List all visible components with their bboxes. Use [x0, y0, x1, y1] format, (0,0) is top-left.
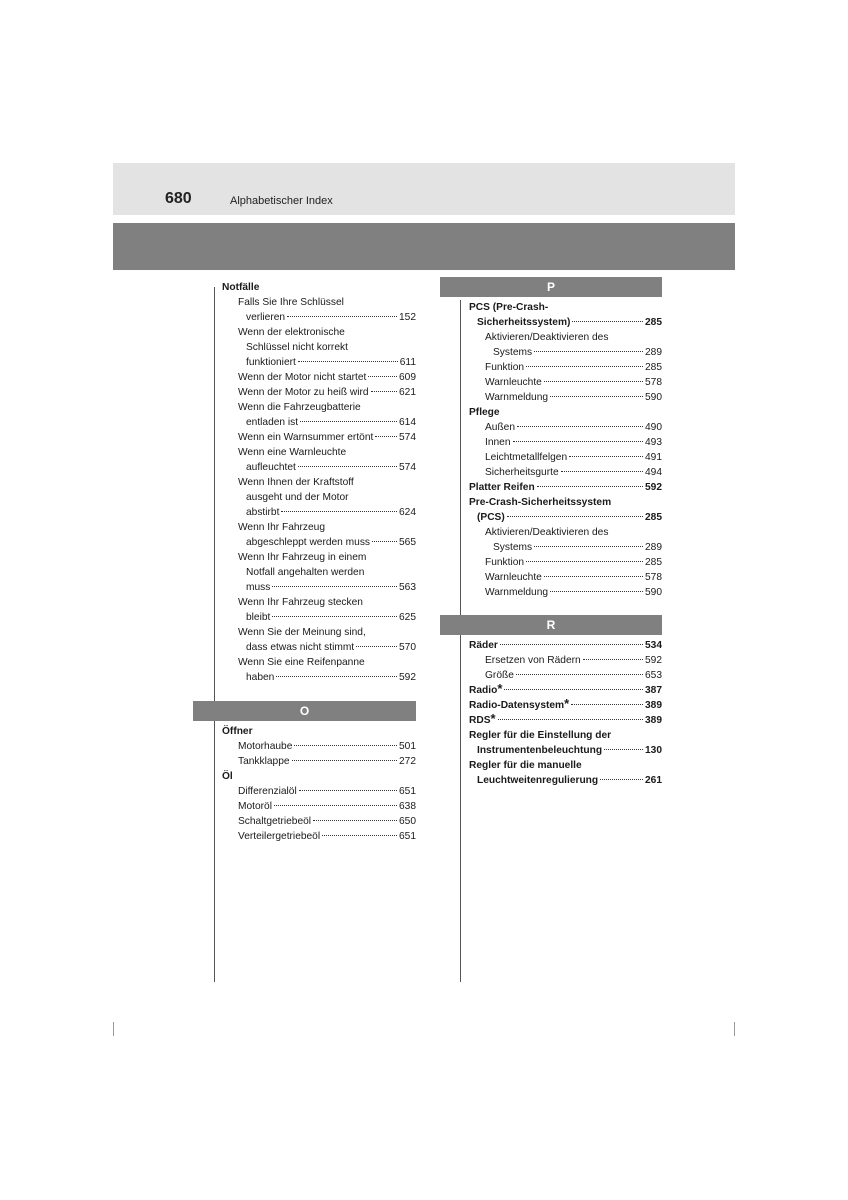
dot-leader	[281, 511, 397, 512]
page-ref: 389	[645, 700, 662, 711]
index-entry[interactable]: Funktion 285	[485, 362, 662, 373]
letter-header-p: P	[440, 277, 662, 297]
index-entry[interactable]: Funktion 285	[485, 557, 662, 568]
page-ref: 625	[399, 612, 416, 623]
index-entry[interactable]: entladen ist 614	[246, 417, 416, 428]
left-column-rule	[214, 287, 215, 982]
dot-leader	[368, 376, 397, 377]
dot-leader	[583, 659, 643, 660]
index-heading-regler-instrument: Regler für die Einstellung der	[469, 730, 612, 741]
dot-leader	[298, 466, 397, 467]
dot-leader	[313, 820, 397, 821]
index-entry-line: Wenn Ihr Fahrzeug stecken	[238, 597, 363, 608]
index-entry[interactable]: Außen 490	[485, 422, 662, 433]
left-index-column	[222, 280, 416, 685]
index-entry[interactable]: Warnmeldung 590	[485, 392, 662, 403]
index-heading-pre-crash: Pre-Crash-Sicherheitssystem	[469, 497, 612, 508]
dot-leader	[300, 421, 397, 422]
index-entry[interactable]: (PCS) 285	[477, 512, 662, 523]
index-entry[interactable]: Wenn der Motor zu heiß wird 621	[238, 387, 416, 398]
dot-leader	[544, 381, 643, 382]
page-ref: 152	[399, 312, 416, 323]
page-ref: 592	[645, 482, 662, 493]
right-column-rule	[460, 300, 461, 982]
dot-leader	[569, 456, 643, 457]
page-ref: 501	[399, 741, 416, 752]
page-ref: 624	[399, 507, 416, 518]
dot-leader	[272, 616, 397, 617]
index-entry-line: Schlüssel nicht korrekt	[246, 342, 348, 353]
index-entry[interactable]: muss 563	[246, 582, 416, 593]
notfaelle-list	[222, 295, 416, 685]
dot-leader	[322, 835, 397, 836]
page-ref: 272	[399, 756, 416, 767]
dot-leader	[513, 441, 644, 442]
index-entry[interactable]: RDS * 389	[469, 711, 662, 726]
index-heading-pcs: PCS (Pre-Crash-	[469, 302, 549, 313]
page-ref: 614	[399, 417, 416, 428]
page-ref: 638	[399, 801, 416, 812]
page-ref: 574	[399, 432, 416, 443]
dot-leader	[375, 436, 397, 437]
index-heading-notfaelle: Notfälle	[222, 282, 260, 293]
page-ref: 592	[399, 672, 416, 683]
dot-leader	[498, 719, 643, 720]
index-entry[interactable]: Systems 289	[493, 542, 662, 553]
dot-leader	[600, 779, 643, 780]
crop-mark-bottom-right	[734, 1022, 735, 1036]
letter-header-o: O	[193, 701, 416, 721]
index-entry-line: Wenn Sie eine Reifenpanne	[238, 657, 365, 668]
index-entry[interactable]: Tankklappe 272	[238, 756, 416, 767]
dot-leader	[356, 646, 397, 647]
page-ref: 491	[645, 452, 662, 463]
page-ref: 261	[645, 775, 662, 786]
page-ref: 651	[399, 786, 416, 797]
page-ref: 493	[645, 437, 662, 448]
index-entry-line: Wenn Ihr Fahrzeug in einem	[238, 552, 367, 563]
index-entry[interactable]: Leuchtweitenregulierung 261	[477, 775, 662, 786]
page-ref: 592	[645, 655, 662, 666]
dot-leader	[604, 749, 643, 750]
dot-leader	[572, 321, 643, 322]
index-heading-oeffner: Öffner	[222, 726, 253, 737]
index-entry[interactable]: abstirbt 624	[246, 507, 416, 518]
index-entry[interactable]: Räder 534	[469, 640, 662, 651]
dot-leader	[507, 516, 643, 517]
dot-leader	[537, 486, 643, 487]
dot-leader	[544, 576, 643, 577]
dot-leader	[500, 644, 643, 645]
dot-leader	[571, 704, 643, 705]
page-number: 680	[165, 190, 192, 207]
index-entry[interactable]: Wenn der Motor nicht startet 609	[238, 372, 416, 383]
index-entry[interactable]: Wenn ein Warnsummer ertönt 574	[238, 432, 416, 443]
dot-leader	[550, 396, 643, 397]
index-entry[interactable]: Motorhaube 501	[238, 741, 416, 752]
index-entry[interactable]: Sicherheitssystem) 285	[477, 317, 662, 328]
dot-leader	[276, 676, 397, 677]
index-entry[interactable]: Instrumentenbeleuchtung 130	[477, 745, 662, 756]
page-ref: 574	[399, 462, 416, 473]
index-entry-line: Wenn die Fahrzeugbatterie	[238, 402, 361, 413]
index-entry[interactable]: Warnleuchte 578	[485, 377, 662, 388]
dot-leader	[504, 689, 643, 690]
letter-header-r: R	[440, 615, 662, 635]
page-ref: 289	[645, 347, 662, 358]
page-ref: 490	[645, 422, 662, 433]
page-ref: 565	[399, 537, 416, 548]
section-title: Alphabetischer Index	[230, 195, 333, 207]
index-entry-line: ausgeht und der Motor	[246, 492, 349, 503]
index-entry[interactable]: Systems 289	[493, 347, 662, 358]
index-entry[interactable]: Motoröl 638	[238, 801, 416, 812]
index-entry-line: Wenn eine Warnleuchte	[238, 447, 347, 458]
dot-leader	[517, 426, 643, 427]
dot-leader	[292, 760, 397, 761]
page-ref: 534	[645, 640, 662, 651]
index-entry[interactable]: Verteilergetriebeöl 651	[238, 831, 416, 842]
index-entry[interactable]: Sicherheitsgurte 494	[485, 467, 662, 478]
dot-leader	[534, 351, 643, 352]
index-entry[interactable]: Differenzialöl 651	[238, 786, 416, 797]
page-ref: 285	[645, 512, 662, 523]
index-entry[interactable]: Radio-Datensystem * 389	[469, 696, 662, 711]
left-index-column-o	[222, 724, 416, 844]
dot-leader	[272, 586, 397, 587]
dot-leader	[526, 561, 643, 562]
index-entry[interactable]: haben 592	[246, 672, 416, 683]
page-ref: 653	[645, 670, 662, 681]
page-ref: 609	[399, 372, 416, 383]
dot-leader	[516, 674, 643, 675]
index-heading-oel: Öl	[222, 771, 233, 782]
page-ref: 590	[645, 392, 662, 403]
index-entry-line: Wenn der elektronische	[238, 327, 345, 338]
index-entry[interactable]: verlieren 152	[246, 312, 416, 323]
index-entry[interactable]: Warnleuchte 578	[485, 572, 662, 583]
page-ref: 387	[645, 685, 662, 696]
index-entry[interactable]: Schaltgetriebeöl 650	[238, 816, 416, 827]
page-ref: 590	[645, 587, 662, 598]
dot-leader	[534, 546, 643, 547]
index-entry[interactable]: Größe 653	[485, 670, 662, 681]
index-entry-line: Wenn Ihnen der Kraftstoff	[238, 477, 354, 488]
index-entry-line: Wenn Ihr Fahrzeug	[238, 522, 326, 533]
index-entry[interactable]: Warnmeldung 590	[485, 587, 662, 598]
page-ref: 650	[399, 816, 416, 827]
index-entry-line: Aktivieren/Deaktivieren des	[485, 527, 609, 538]
index-entry-line: Notfall angehalten werden	[246, 567, 365, 578]
dot-leader	[287, 316, 397, 317]
index-heading-pflege: Pflege	[469, 407, 500, 418]
index-entry[interactable]: Innen 493	[485, 437, 662, 448]
page-ref: 578	[645, 377, 662, 388]
page-ref: 578	[645, 572, 662, 583]
page-ref: 494	[645, 467, 662, 478]
dot-leader	[294, 745, 397, 746]
page-ref: 651	[399, 831, 416, 842]
dot-leader	[372, 541, 397, 542]
right-index-column-r	[469, 638, 662, 788]
index-entry-line: Falls Sie Ihre Schlüssel	[238, 297, 344, 308]
header-band	[113, 163, 735, 215]
crop-mark-bottom-left	[113, 1022, 114, 1036]
right-index-column-p	[469, 300, 662, 600]
page-ref: 130	[645, 745, 662, 756]
index-entry[interactable]: Leichtmetallfelgen 491	[485, 452, 662, 463]
header-dark-band	[113, 223, 735, 270]
dot-leader	[298, 361, 398, 362]
index-entry[interactable]: bleibt 625	[246, 612, 416, 623]
index-entry[interactable]: Ersetzen von Rädern 592	[485, 655, 662, 666]
page-ref: 289	[645, 542, 662, 553]
page-ref: 285	[645, 362, 662, 373]
index-entry[interactable]: aufleuchtet 574	[246, 462, 416, 473]
page-ref: 621	[399, 387, 416, 398]
index-entry-line: Aktivieren/Deaktivieren des	[485, 332, 609, 343]
dot-leader	[371, 391, 397, 392]
index-entry[interactable]: abgeschleppt werden muss 565	[246, 537, 416, 548]
page-ref: 563	[399, 582, 416, 593]
index-entry[interactable]: dass etwas nicht stimmt 570	[246, 642, 416, 653]
dot-leader	[561, 471, 643, 472]
index-entry[interactable]: Platter Reifen 592	[469, 482, 662, 493]
page-ref: 285	[645, 317, 662, 328]
page-ref: 570	[399, 642, 416, 653]
index-entry-line: Wenn Sie der Meinung sind,	[238, 627, 366, 638]
page-ref: 285	[645, 557, 662, 568]
dot-leader	[299, 790, 397, 791]
page-ref: 611	[399, 357, 416, 368]
dot-leader	[274, 805, 397, 806]
page-ref: 389	[645, 715, 662, 726]
dot-leader	[550, 591, 643, 592]
index-entry[interactable]: funktioniert 611	[246, 357, 416, 368]
dot-leader	[526, 366, 643, 367]
index-entry[interactable]: Radio * 387	[469, 681, 662, 696]
index-heading-regler-leuchtweite: Regler für die manuelle	[469, 760, 582, 771]
